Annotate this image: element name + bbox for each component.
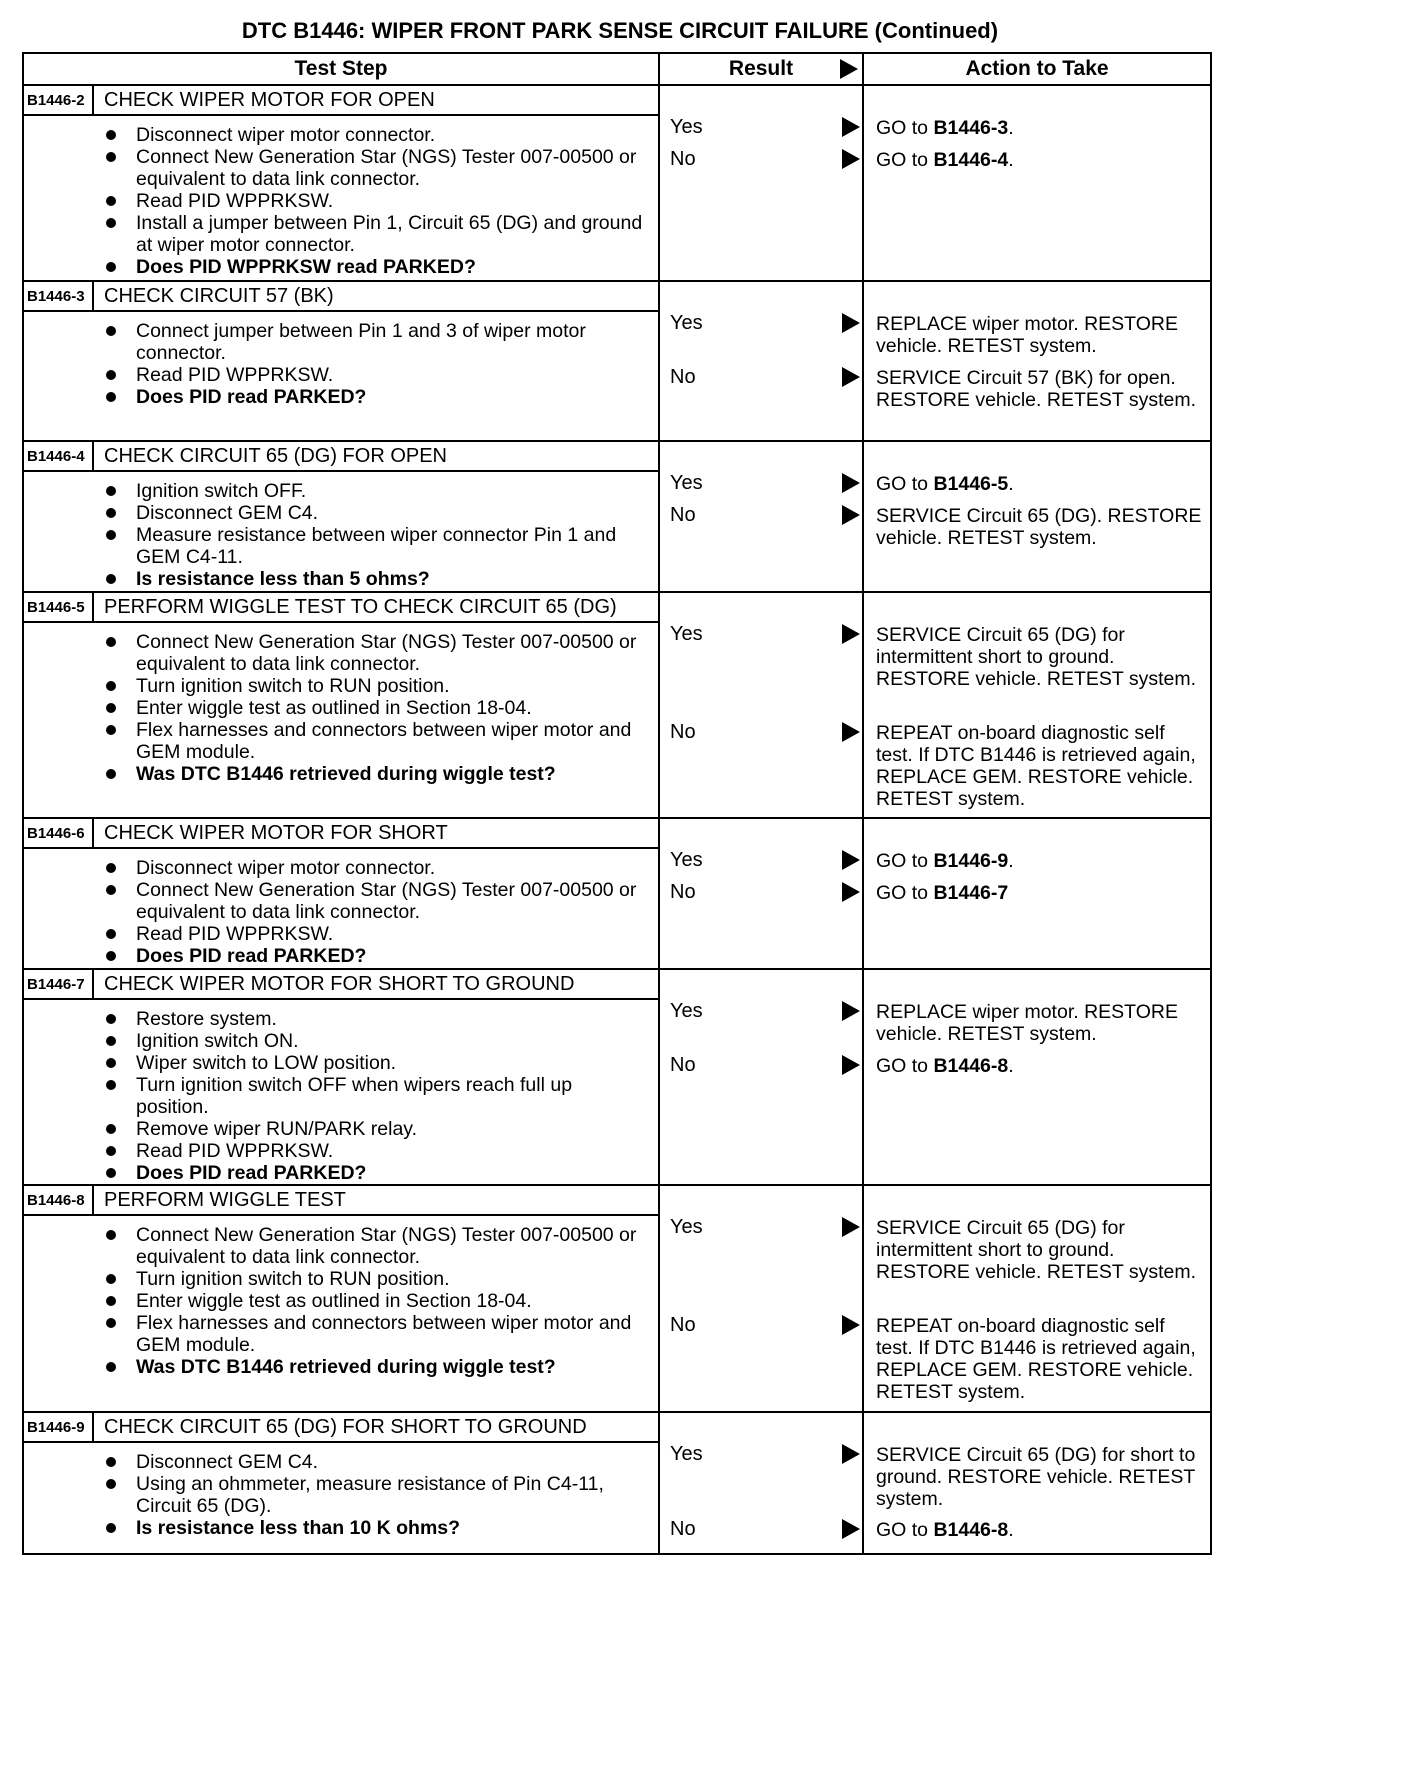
step-question: Does PID read PARKED? — [24, 945, 648, 967]
action-pre: SERVICE Circuit 65 (DG) for short to ground. RESTORE vehicle. RETEST system. — [876, 1444, 1196, 1510]
action-goto-step: B1446-4 — [933, 149, 1009, 171]
arrow-right-icon — [842, 1519, 860, 1539]
step-list — [24, 1443, 658, 1543]
action-text — [876, 1315, 1202, 1403]
test-step-cell — [24, 1413, 660, 1553]
header-result-label: Result — [728, 57, 794, 80]
action-pre: REPLACE wiper motor. RESTORE vehicle. RETEST system. — [876, 1001, 1178, 1045]
step-header — [24, 282, 658, 312]
result-cell — [660, 1413, 864, 1553]
arrow-right-icon — [842, 505, 860, 525]
arrow-right-icon — [842, 1055, 860, 1075]
action-post: . — [1008, 850, 1014, 872]
step-item: Disconnect GEM C4. — [24, 1451, 648, 1473]
action-pre: SERVICE Circuit 57 (BK) for open. RESTORE vehicle. RETEST system. — [876, 367, 1197, 411]
result-no: No — [670, 504, 696, 526]
step-list — [24, 116, 658, 282]
step-id: B1446-7 — [24, 970, 94, 998]
test-step-cell — [24, 1186, 660, 1411]
step-id: B1446-6 — [24, 819, 94, 847]
test-step-cell — [24, 282, 660, 440]
action-pre: GO to — [876, 850, 934, 872]
step-list — [24, 1000, 658, 1188]
action-pre: SERVICE Circuit 65 (DG). RESTORE vehicle. RETEST system. — [876, 505, 1202, 549]
action-pre: GO to — [876, 882, 934, 904]
arrow-right-icon — [842, 722, 860, 742]
step-item: Disconnect wiper motor connector. — [24, 857, 648, 879]
action-post: . — [1008, 1055, 1014, 1077]
test-section — [24, 86, 1210, 282]
action-cell — [864, 1186, 1210, 1411]
step-title: CHECK CIRCUIT 65 (DG) FOR OPEN — [104, 444, 447, 467]
header-result — [660, 54, 864, 84]
action-goto-step: B1446-3 — [933, 117, 1009, 139]
action-text — [876, 722, 1202, 810]
arrow-right-icon — [842, 367, 860, 387]
step-header — [24, 819, 658, 849]
action-pre: GO to — [876, 117, 934, 139]
action-goto-step: B1446-9 — [933, 850, 1009, 872]
result-yes: Yes — [670, 1000, 703, 1022]
action-cell — [864, 819, 1210, 968]
action-pre: GO to — [876, 473, 934, 495]
table-header — [24, 54, 1210, 86]
step-id: B1446-8 — [24, 1186, 94, 1214]
action-pre: GO to — [876, 1055, 934, 1077]
result-cell — [660, 442, 864, 591]
step-question: Was DTC B1446 retrieved during wiggle test? — [24, 1356, 648, 1378]
step-list — [24, 472, 658, 594]
step-title: CHECK CIRCUIT 57 (BK) — [104, 284, 334, 307]
step-title: CHECK WIPER MOTOR FOR SHORT TO GROUND — [104, 972, 575, 995]
action-text — [876, 624, 1202, 690]
step-question: Was DTC B1446 retrieved during wiggle test? — [24, 763, 648, 785]
action-pre: REPEAT on-board diagnostic self test. If DTC B1446 is retrieved again, REPLACE GEM. RESTORE vehicle. RETEST system. — [876, 722, 1196, 810]
test-sections — [24, 86, 1210, 1553]
step-header — [24, 970, 658, 1000]
arrow-right-icon — [842, 1217, 860, 1237]
header-action: Action to Take — [965, 57, 1109, 80]
arrow-right-icon — [842, 149, 860, 169]
arrow-right-icon — [842, 624, 860, 644]
step-header — [24, 1413, 658, 1443]
test-section — [24, 593, 1210, 819]
test-section — [24, 970, 1210, 1186]
action-text — [876, 1217, 1202, 1283]
step-item: Read PID WPPRKSW. — [24, 923, 648, 945]
step-item: Using an ohmmeter, measure resistance of Pin C4-11, Circuit 65 (DG). — [24, 1473, 648, 1517]
step-question: Is resistance less than 5 ohms? — [24, 568, 648, 590]
action-pre: SERVICE Circuit 65 (DG) for intermittent short to ground. RESTORE vehicle. RETEST system. — [876, 1217, 1197, 1283]
result-yes: Yes — [670, 312, 703, 334]
action-text — [876, 367, 1202, 411]
step-item: Read PID WPPRKSW. — [24, 364, 648, 386]
result-cell — [660, 819, 864, 968]
header-test-step: Test Step — [24, 54, 660, 84]
step-title: CHECK CIRCUIT 65 (DG) FOR SHORT TO GROUND — [104, 1415, 587, 1438]
step-item: Flex harnesses and connectors between wiper motor and GEM module. — [24, 719, 648, 763]
step-question: Is resistance less than 10 K ohms? — [24, 1517, 648, 1539]
arrow-right-icon — [842, 882, 860, 902]
action-text — [876, 149, 1202, 171]
step-id: B1446-3 — [24, 282, 94, 310]
test-section — [24, 1413, 1210, 1553]
action-post: . — [1008, 117, 1014, 139]
action-cell — [864, 282, 1210, 440]
step-item: Measure resistance between wiper connector Pin 1 and GEM C4-11. — [24, 524, 648, 568]
result-no: No — [670, 148, 696, 170]
step-item: Ignition switch OFF. — [24, 480, 648, 502]
step-item: Enter wiggle test as outlined in Section 18-04. — [24, 1290, 648, 1312]
result-yes: Yes — [670, 623, 703, 645]
arrow-right-icon — [842, 117, 860, 137]
step-item: Disconnect wiper motor connector. — [24, 124, 648, 146]
step-id: B1446-2 — [24, 86, 94, 114]
step-title: PERFORM WIGGLE TEST TO CHECK CIRCUIT 65 (DG) — [104, 595, 617, 618]
action-text — [876, 882, 1202, 904]
step-item: Turn ignition switch to RUN position. — [24, 675, 648, 697]
result-no: No — [670, 366, 696, 388]
step-id: B1446-9 — [24, 1413, 94, 1441]
step-item: Remove wiper RUN/PARK relay. — [24, 1118, 648, 1140]
step-list — [24, 849, 658, 971]
step-item: Restore system. — [24, 1008, 648, 1030]
action-text — [876, 1444, 1202, 1510]
result-cell — [660, 1186, 864, 1411]
result-cell — [660, 86, 864, 280]
step-item: Connect New Generation Star (NGS) Tester 007-00500 or equivalent to data link connector. — [24, 146, 648, 190]
action-goto-step: B1446-7 — [933, 882, 1009, 904]
page-title: DTC B1446: WIPER FRONT PARK SENSE CIRCUIT FAILURE (Continued) — [241, 18, 999, 43]
step-header — [24, 1186, 658, 1216]
test-section — [24, 1186, 1210, 1413]
action-pre: REPLACE wiper motor. RESTORE vehicle. RETEST system. — [876, 313, 1178, 357]
step-header — [24, 86, 658, 116]
step-id: B1446-4 — [24, 442, 94, 470]
action-pre: REPEAT on-board diagnostic self test. If DTC B1446 is retrieved again, REPLACE GEM. RESTORE vehicle. RETEST system. — [876, 1315, 1196, 1403]
step-item: Wiper switch to LOW position. — [24, 1052, 648, 1074]
step-header — [24, 442, 658, 472]
step-item: Connect New Generation Star (NGS) Tester 007-00500 or equivalent to data link connector. — [24, 1224, 648, 1268]
diagnostic-table — [22, 52, 1212, 1555]
action-text — [876, 313, 1202, 357]
action-pre: GO to — [876, 149, 934, 171]
step-question: Does PID WPPRKSW read PARKED? — [24, 256, 648, 278]
result-yes: Yes — [670, 849, 703, 871]
step-item: Disconnect GEM C4. — [24, 502, 648, 524]
action-text — [876, 1001, 1202, 1045]
action-goto-step: B1446-8 — [933, 1055, 1009, 1077]
step-title: CHECK WIPER MOTOR FOR OPEN — [104, 88, 435, 111]
step-item: Turn ignition switch OFF when wipers reach full up position. — [24, 1074, 648, 1118]
action-goto-step: B1446-8 — [933, 1519, 1009, 1541]
result-no: No — [670, 881, 696, 903]
action-text — [876, 505, 1202, 549]
action-cell — [864, 970, 1210, 1184]
action-text — [876, 473, 1202, 495]
action-goto-step: B1446-5 — [933, 473, 1009, 495]
action-pre: GO to — [876, 1519, 934, 1541]
step-list — [24, 1216, 658, 1382]
action-post: . — [1008, 1519, 1014, 1541]
test-step-cell — [24, 86, 660, 280]
step-item: Read PID WPPRKSW. — [24, 1140, 648, 1162]
action-cell — [864, 86, 1210, 280]
step-item: Connect jumper between Pin 1 and 3 of wiper motor connector. — [24, 320, 648, 364]
result-no: No — [670, 1314, 696, 1336]
action-text — [876, 1055, 1202, 1077]
step-header — [24, 593, 658, 623]
step-item: Connect New Generation Star (NGS) Tester 007-00500 or equivalent to data link connector. — [24, 879, 648, 923]
step-item: Ignition switch ON. — [24, 1030, 648, 1052]
step-item: Read PID WPPRKSW. — [24, 190, 648, 212]
action-cell — [864, 442, 1210, 591]
arrow-right-icon — [842, 1315, 860, 1335]
test-step-cell — [24, 970, 660, 1184]
step-id: B1446-5 — [24, 593, 94, 621]
test-step-cell — [24, 593, 660, 817]
action-text — [876, 117, 1202, 139]
result-yes: Yes — [670, 1216, 703, 1238]
step-item: Connect New Generation Star (NGS) Tester 007-00500 or equivalent to data link connector. — [24, 631, 648, 675]
action-cell — [864, 593, 1210, 817]
result-no: No — [670, 1518, 696, 1540]
result-no: No — [670, 1054, 696, 1076]
step-question: Does PID read PARKED? — [24, 386, 648, 408]
test-section — [24, 819, 1210, 970]
test-step-cell — [24, 819, 660, 968]
step-list — [24, 312, 658, 412]
test-section — [24, 442, 1210, 593]
action-text — [876, 1519, 1202, 1541]
action-post: . — [1008, 149, 1014, 171]
result-no: No — [670, 721, 696, 743]
test-section — [24, 282, 1210, 442]
result-cell — [660, 970, 864, 1184]
result-cell — [660, 593, 864, 817]
action-text — [876, 850, 1202, 872]
arrow-right-icon — [842, 473, 860, 493]
step-item: Install a jumper between Pin 1, Circuit 65 (DG) and ground at wiper motor connector. — [24, 212, 648, 256]
arrow-right-icon — [840, 59, 858, 79]
step-title: CHECK WIPER MOTOR FOR SHORT — [104, 821, 448, 844]
step-item: Turn ignition switch to RUN position. — [24, 1268, 648, 1290]
result-yes: Yes — [670, 472, 703, 494]
result-yes: Yes — [670, 116, 703, 138]
step-list — [24, 623, 658, 789]
arrow-right-icon — [842, 313, 860, 333]
action-post: . — [1008, 473, 1014, 495]
step-question: Does PID read PARKED? — [24, 1162, 648, 1184]
step-title: PERFORM WIGGLE TEST — [104, 1188, 346, 1211]
arrow-right-icon — [842, 1001, 860, 1021]
arrow-right-icon — [842, 850, 860, 870]
step-item: Flex harnesses and connectors between wiper motor and GEM module. — [24, 1312, 648, 1356]
action-pre: SERVICE Circuit 65 (DG) for intermittent short to ground. RESTORE vehicle. RETEST system. — [876, 624, 1197, 690]
step-item: Enter wiggle test as outlined in Section 18-04. — [24, 697, 648, 719]
action-cell — [864, 1413, 1210, 1553]
test-step-cell — [24, 442, 660, 591]
arrow-right-icon — [842, 1444, 860, 1464]
result-cell — [660, 282, 864, 440]
result-yes: Yes — [670, 1443, 703, 1465]
